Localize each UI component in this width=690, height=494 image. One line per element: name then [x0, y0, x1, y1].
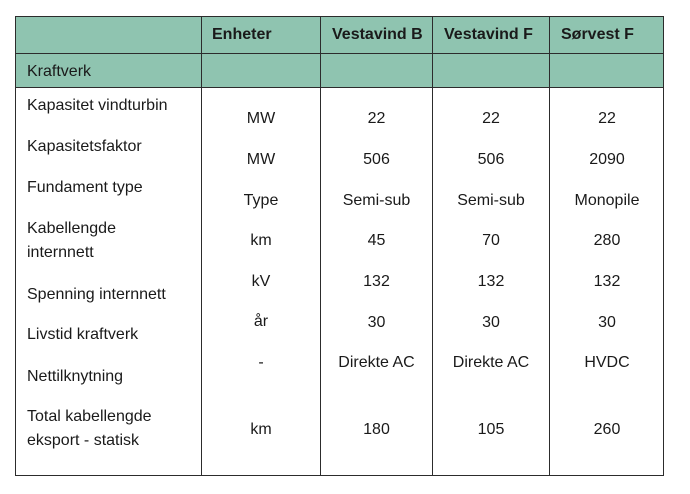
table-cell: 2090: [589, 151, 625, 168]
row-label: Fundament type: [27, 179, 143, 196]
row-label: Livstid kraftverk: [27, 326, 139, 343]
header-vestavind-f: Vestavind F: [444, 26, 533, 43]
table-cell: 280: [593, 232, 621, 249]
row-label: Spenning internnett: [27, 286, 166, 303]
table-cell: MW: [246, 151, 276, 168]
header-vestavind-b: Vestavind B: [332, 26, 423, 43]
table-cell: 132: [477, 273, 505, 290]
table-cell: Semi-sub: [342, 192, 411, 209]
table-cell: 105: [477, 421, 505, 438]
table-cell: Direkte AC: [338, 354, 415, 371]
table-cell: Monopile: [574, 192, 640, 209]
row-label: Nettilknytning: [27, 368, 124, 385]
table-cell: 506: [363, 151, 390, 168]
table-cell: 506: [477, 151, 505, 168]
header-sorvest-f: Sørvest F: [561, 26, 634, 43]
row-label: Kapasitet vindturbin: [27, 97, 168, 114]
section-row: [16, 54, 663, 88]
table-cell: Semi-sub: [457, 192, 525, 209]
table-cell: 132: [363, 273, 390, 290]
table-cell: 30: [482, 314, 500, 331]
row-label: Kabellengde internnett: [27, 220, 116, 261]
section-title: Kraftverk: [27, 63, 92, 80]
row-label: Total kabellengde eksport - statisk: [27, 408, 152, 449]
table-cell: MW: [246, 110, 276, 127]
table-cell: Direkte AC: [452, 354, 530, 371]
table-cell: 30: [598, 314, 616, 331]
table-cell: 22: [367, 110, 386, 127]
table-cell: år: [253, 313, 269, 330]
table-cell: km: [250, 232, 272, 249]
table-cell: 70: [482, 232, 500, 249]
table-cell: 30: [367, 314, 386, 331]
table-header-row: [16, 16, 663, 54]
table-cell: 22: [482, 110, 500, 127]
header-enheter: Enheter: [212, 26, 272, 43]
table-cell: 22: [598, 110, 616, 127]
data-table: [15, 16, 664, 476]
table-cell: 132: [593, 273, 621, 290]
table-cell: kV: [251, 273, 271, 290]
table-cell: 260: [593, 421, 621, 438]
table-cell: 45: [367, 232, 386, 249]
table-cell: 180: [363, 421, 390, 438]
row-label: Kapasitetsfaktor: [27, 138, 142, 155]
table-cell: km: [250, 421, 272, 438]
table-cell: Type: [243, 192, 279, 209]
table-cell: -: [258, 354, 264, 371]
table-cell: HVDC: [584, 354, 630, 371]
